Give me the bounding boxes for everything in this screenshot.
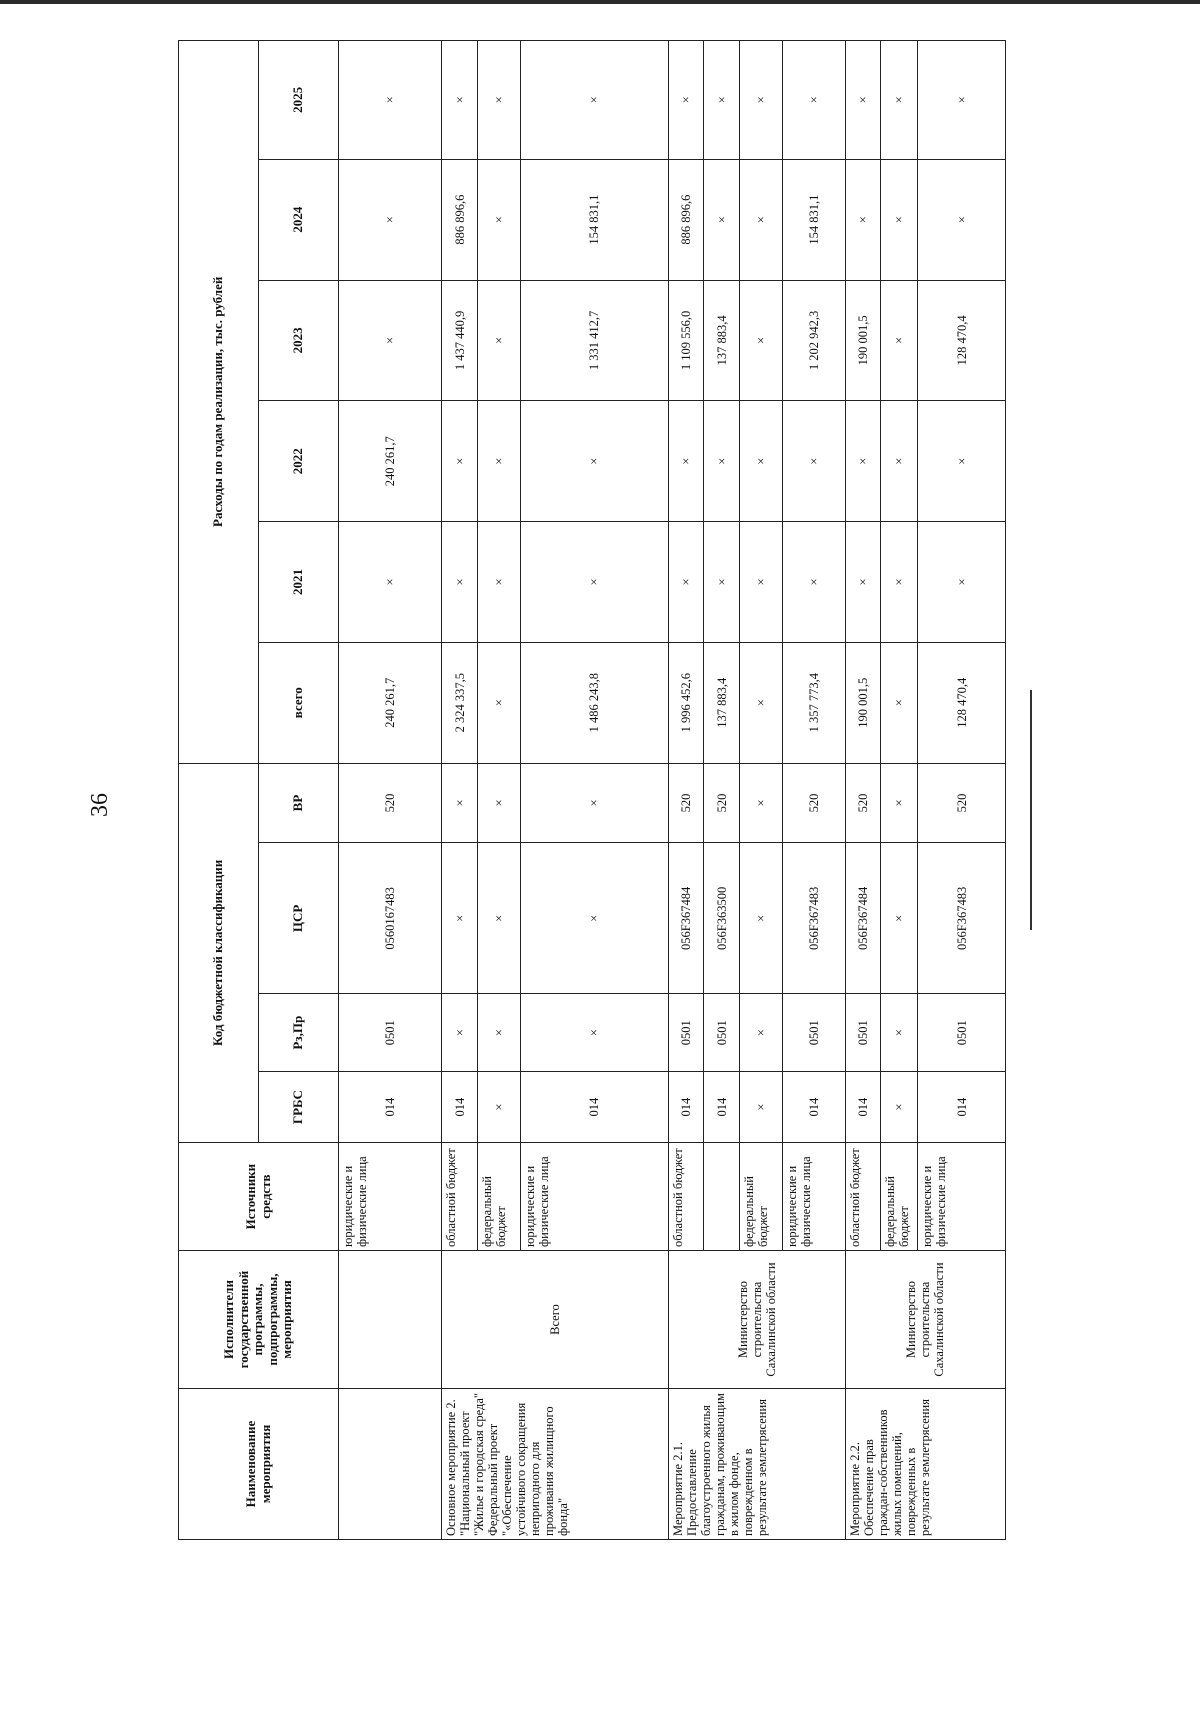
cell-grbs: 014 [339,1072,442,1143]
cell-total: 137 883,4 [704,642,740,763]
cell-2022: × [845,401,881,522]
cell-2022: × [520,401,668,522]
header-budget-code: Код бюджетной классификации [179,763,259,1143]
header-rzpr: Рз,Пр [259,994,339,1072]
cell-vr: 520 [918,763,1006,843]
cell-rzpr: 0501 [668,994,704,1072]
main-empty-executor [339,1251,442,1389]
header-2025: 2025 [259,41,339,160]
cell-rzpr: × [477,994,520,1072]
cell-csr: 056F363500 [704,843,740,994]
cell-source: юридические и физические лица [520,1143,668,1251]
header-2022: 2022 [259,401,339,522]
cell-2024: 886 896,6 [442,159,478,280]
cell-2023: 1 109 556,0 [668,280,704,401]
header-total: всего [259,642,339,763]
cell-vr: 520 [339,763,442,843]
activity-2-2-name: Мероприятие 2.2. Обеспечение прав граждан-собственников жилых помещений, поврежденных в результате землетрясения [845,1389,1005,1540]
cell-rzpr: 0501 [918,994,1006,1072]
cell-2021: × [881,522,918,643]
cell-grbs: 014 [918,1072,1006,1143]
table-row [442,41,478,1540]
cell-2021: × [477,522,520,643]
cell-total: 2 324 337,5 [442,642,478,763]
cell-2022: × [881,401,918,522]
cell-2023: 128 470,4 [918,280,1006,401]
cell-total: 128 470,4 [918,642,1006,763]
activity-2-1-name: Мероприятие 2.1. Предоставление благоустроенного жилья гражданам, проживающим в жилом фонде, поврежденном в результате землетрясения [668,1389,845,1540]
table-row [845,41,881,1540]
cell-2025: × [339,41,442,160]
header-grbs: ГРБС [259,1072,339,1143]
cell-2024: × [704,159,740,280]
cell-2021: × [740,522,783,643]
cell-csr: 0560167483 [339,843,442,994]
cell-vr: 520 [704,763,740,843]
cell-vr: × [740,763,783,843]
cell-grbs: 014 [442,1072,478,1143]
cell-2021: × [442,522,478,643]
budget-table [178,40,1006,1540]
cell-source [704,1143,740,1251]
cell-grbs: 014 [704,1072,740,1143]
cell-rzpr: 0501 [782,994,845,1072]
cell-2023: 137 883,4 [704,280,740,401]
cell-2021: × [520,522,668,643]
cell-2025: × [520,41,668,160]
cell-2022: × [740,401,783,522]
activity-2-2-executor: Министерство строительства Сахалинской области [845,1251,1005,1389]
cell-rzpr: 0501 [704,994,740,1072]
cell-2023: 1 202 942,3 [782,280,845,401]
activity-2-1-executor: Министерство строительства Сахалинской области [668,1251,845,1389]
table-row [339,41,442,1540]
cell-2023: 1 331 412,7 [520,280,668,401]
cell-grbs: × [881,1072,918,1143]
header-sources: Источники средств [179,1143,339,1251]
cell-source: областной бюджет [442,1143,478,1251]
cell-2024: × [918,159,1006,280]
cell-grbs: 014 [782,1072,845,1143]
cell-grbs: × [740,1072,783,1143]
cell-2025: × [881,41,918,160]
cell-2025: × [918,41,1006,160]
cell-total: × [477,642,520,763]
cell-csr: 056F367484 [845,843,881,994]
cell-csr: × [881,843,918,994]
cell-2025: × [477,41,520,160]
cell-2025: × [668,41,704,160]
cell-total: 190 001,5 [845,642,881,763]
scan-edge-line [0,0,1200,4]
cell-vr: 520 [782,763,845,843]
cell-csr: × [477,843,520,994]
cell-source: юридические и физические лица [782,1143,845,1251]
cell-source: федеральный бюджет [740,1143,783,1251]
cell-total: 1 486 243,8 [520,642,668,763]
cell-2023: × [881,280,918,401]
cell-rzpr: 0501 [339,994,442,1072]
cell-2023: × [477,280,520,401]
cell-2022: × [668,401,704,522]
cell-2024: 154 831,1 [520,159,668,280]
cell-csr: × [442,843,478,994]
cell-2024: 154 831,1 [782,159,845,280]
cell-total: 240 261,7 [339,642,442,763]
cell-2022: × [704,401,740,522]
cell-csr: × [520,843,668,994]
cell-2024: × [740,159,783,280]
cell-grbs: 014 [520,1072,668,1143]
cell-2022: × [442,401,478,522]
rotated-table-box [178,40,1006,1540]
cell-2022: × [477,401,520,522]
cell-2025: × [704,41,740,160]
cell-source: юридические и физические лица [339,1143,442,1251]
cell-2025: × [782,41,845,160]
cell-vr: × [442,763,478,843]
cell-total: 1 357 773,4 [782,642,845,763]
cell-rzpr: × [740,994,783,1072]
header-csr: ЦСР [259,843,339,994]
cell-source: федеральный бюджет [477,1143,520,1251]
cell-2024: × [881,159,918,280]
table-wrapper [178,40,1006,1540]
cell-vr: 520 [845,763,881,843]
cell-2022: 240 261,7 [339,401,442,522]
cell-total: 1 996 452,6 [668,642,704,763]
header-executors: Исполнители государственной программы, подпрограммы, мероприятия [179,1251,339,1389]
cell-source: областной бюджет [668,1143,704,1251]
table-row [668,41,704,1540]
cell-source: областной бюджет [845,1143,881,1251]
cell-2024: 886 896,6 [668,159,704,280]
page-number: 36 [87,793,113,817]
main-activity-name: Основное мероприятие 2. "Национальный проект "Жилье и городская среда" Федеральный проект "«Обеспечение устойчивого сокращения непригодного для проживания жилищного фонда" [442,1389,668,1540]
cell-2023: × [740,280,783,401]
cell-csr: 056F367483 [918,843,1006,994]
cell-grbs: 014 [845,1072,881,1143]
cell-total: × [881,642,918,763]
cell-rzpr: 0501 [845,994,881,1072]
cell-csr: × [740,843,783,994]
cell-vr: × [881,763,918,843]
cell-2025: × [845,41,881,160]
header-2023: 2023 [259,280,339,401]
rule-line [1030,690,1032,930]
cell-2024: × [477,159,520,280]
cell-grbs: 014 [668,1072,704,1143]
cell-total: × [740,642,783,763]
cell-vr: × [520,763,668,843]
cell-rzpr: × [520,994,668,1072]
cell-rzpr: × [881,994,918,1072]
header-vr: ВР [259,763,339,843]
cell-2021: × [918,522,1006,643]
cell-2023: × [339,280,442,401]
cell-2021: × [668,522,704,643]
cell-2021: × [845,522,881,643]
header-name: Наименование мероприятия [179,1389,339,1540]
cell-2021: × [339,522,442,643]
cell-2024: × [339,159,442,280]
header-2024: 2024 [259,159,339,280]
main-empty-name [339,1389,442,1540]
cell-csr: 056F367483 [782,843,845,994]
header-2021: 2021 [259,522,339,643]
cell-source: юридические и физические лица [918,1143,1006,1251]
cell-csr: 056F367484 [668,843,704,994]
main-activity-executor: Всего [442,1251,668,1389]
cell-2025: × [740,41,783,160]
cell-source: федеральный бюджет [881,1143,918,1251]
cell-2021: × [704,522,740,643]
cell-2022: × [782,401,845,522]
header-expenses: Расходы по годам реализации, тыс. рублей [179,41,259,764]
cell-rzpr: × [442,994,478,1072]
cell-vr: × [477,763,520,843]
cell-2024: × [845,159,881,280]
cell-2023: 190 001,5 [845,280,881,401]
cell-2023: 1 437 440,9 [442,280,478,401]
cell-grbs: × [477,1072,520,1143]
cell-2022: × [918,401,1006,522]
cell-2021: × [782,522,845,643]
cell-2025: × [442,41,478,160]
cell-vr: 520 [668,763,704,843]
